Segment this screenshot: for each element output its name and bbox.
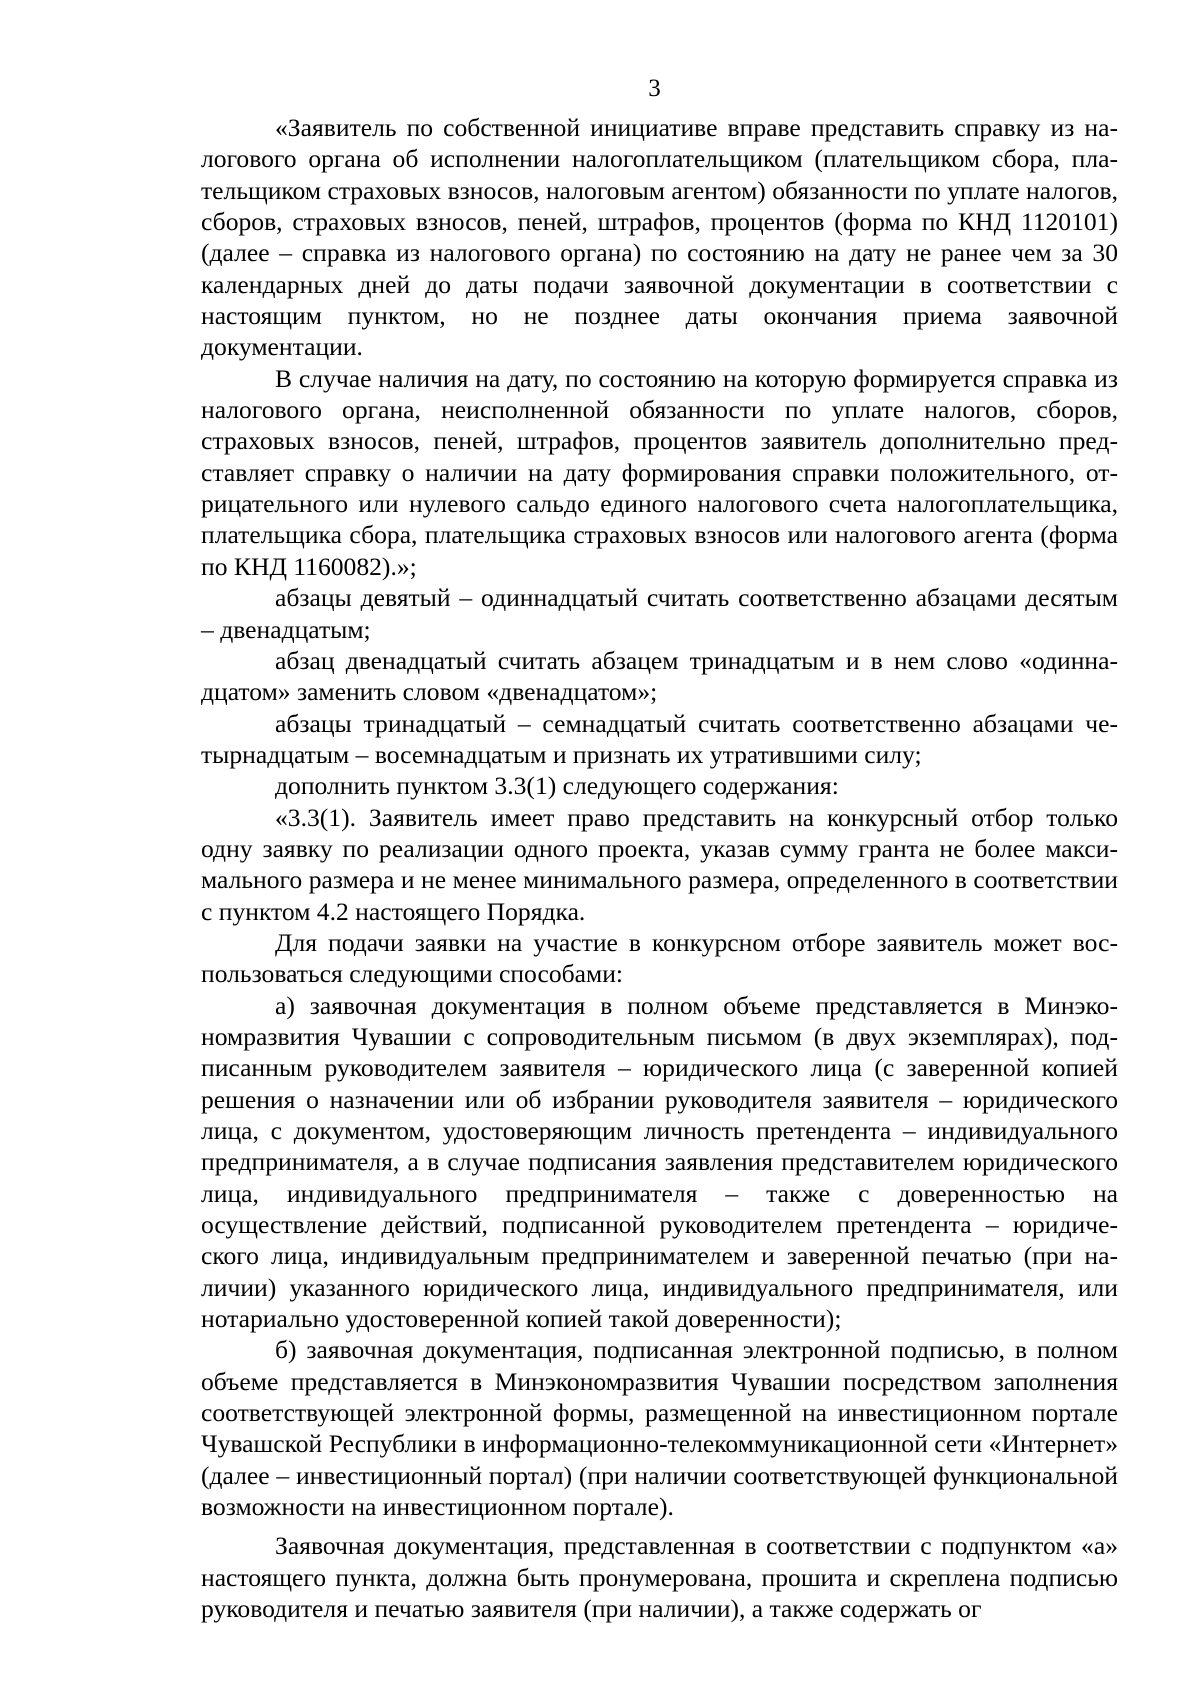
paragraph-documentation-requirements: Заявочная документация, представленная в соответствии с подпунктом «а» настоящего пункта, должна быть пронумерована, прошита и скреплена подписью руководителя и печатью заявителя (при наличии), а также содержать ог	[201, 1531, 1118, 1624]
paragraph-abzats-13-17: абзацы тринадцатый – семнадцатый считать соответственно абзацами четырнадцатым – восемнадцатым и признать их утратившими силу;	[201, 708, 1118, 769]
page-number: 3	[648, 75, 661, 102]
document-body	[201, 112, 1118, 1625]
paragraph-add-3-3-1: дополнить пунктом 3.3(1) следующего содержания:	[275, 771, 839, 801]
paragraph-method-b: б) заявочная документация, подписанная электронной подписью, в полном объеме представляется в Минэкономразвития Чувашии посредством заполнения соответствующей электронной формы, размещенной на инвестиционном портале Чувашской Республики в информационно-телекоммуникационной сети «Интернет» (далее – инвестиционный портал) (при наличии соответствующей функциональной возможности на инвестиционном портале).	[201, 1335, 1118, 1522]
paragraph-abzats-12: абзац двенадцатый считать абзацем тринадцатым и в нем слово «одиннадцатом» заменить словом «двенадцатом»;	[201, 645, 1118, 707]
paragraph-unfulfilled-obligation: В случае наличия на дату, по состоянию на которую формируется справка из налогового органа, неисполненной обязанности по уплате налогов, сборов, страховых взносов, пеней, штрафов, процентов заявитель дополнительно представляет справку о наличии на дату формирования справки положительного, отрицательного или нулевого сальдо единого налогового счета налогоплательщика, плательщика сбора, плательщика страховых взносов или налогового агента (форма по КНД 1160082).»;	[201, 363, 1118, 581]
paragraph-abzats-9-11: абзацы девятый – одиннадцатый считать соответственно абзацами десятым – двенадцатым;	[201, 583, 1118, 644]
paragraph-tax-certificate: «Заявитель по собственной инициативе вправе представить справку из налогового органа об исполнении налогоплательщиком (плательщиком сбора, плательщиком страховых взносов, налоговым агентом) обязанности по уплате налогов, сборов, страховых взносов, пеней, штрафов, процентов (форма по КНД 1120101) (далее – справка из налогового органа) по состоянию на дату не ранее чем за 30 календарных дней до даты подачи заявочной документации в соответствии с настоящим пунктом, но не позднее даты окончания приема заявочной документации.	[201, 113, 1118, 362]
paragraph-method-a: а) заявочная документация в полном объеме представляется в Минэкономразвития Чувашии с сопроводительным письмом (в двух экземплярах), подписанным руководителем заявителя – юридического лица (с заверенной копией решения о назначении или об избрании руководителя заявителя – юридического лица, с документом, удостоверяющим личность претендента – индивидуального предпринимателя, а в случае подписания заявления представителем юридического лица, индивидуального предпринимателя – также с доверенностью на осуществление действий, подписанной руководителем претендента – юридического лица, индивидуальным предпринимателем и заверенной печатью (при наличии) указанного юридического лица, индивидуального предпринимателя, или нотариально удостоверенной копией такой доверенности);	[201, 990, 1118, 1334]
paragraph-submission-methods: Для подачи заявки на участие в конкурсном отборе заявитель может воспользоваться следующими способами:	[201, 927, 1118, 989]
paragraph-3-3-1: «3.3(1). Заявитель имеет право представить на конкурсный отбор только одну заявку по реализации одного проекта, указав сумму гранта не более максимального размера и не менее минимального размера, определенного в соответствии с пунктом 4.2 настоящего Порядка.	[201, 802, 1118, 926]
